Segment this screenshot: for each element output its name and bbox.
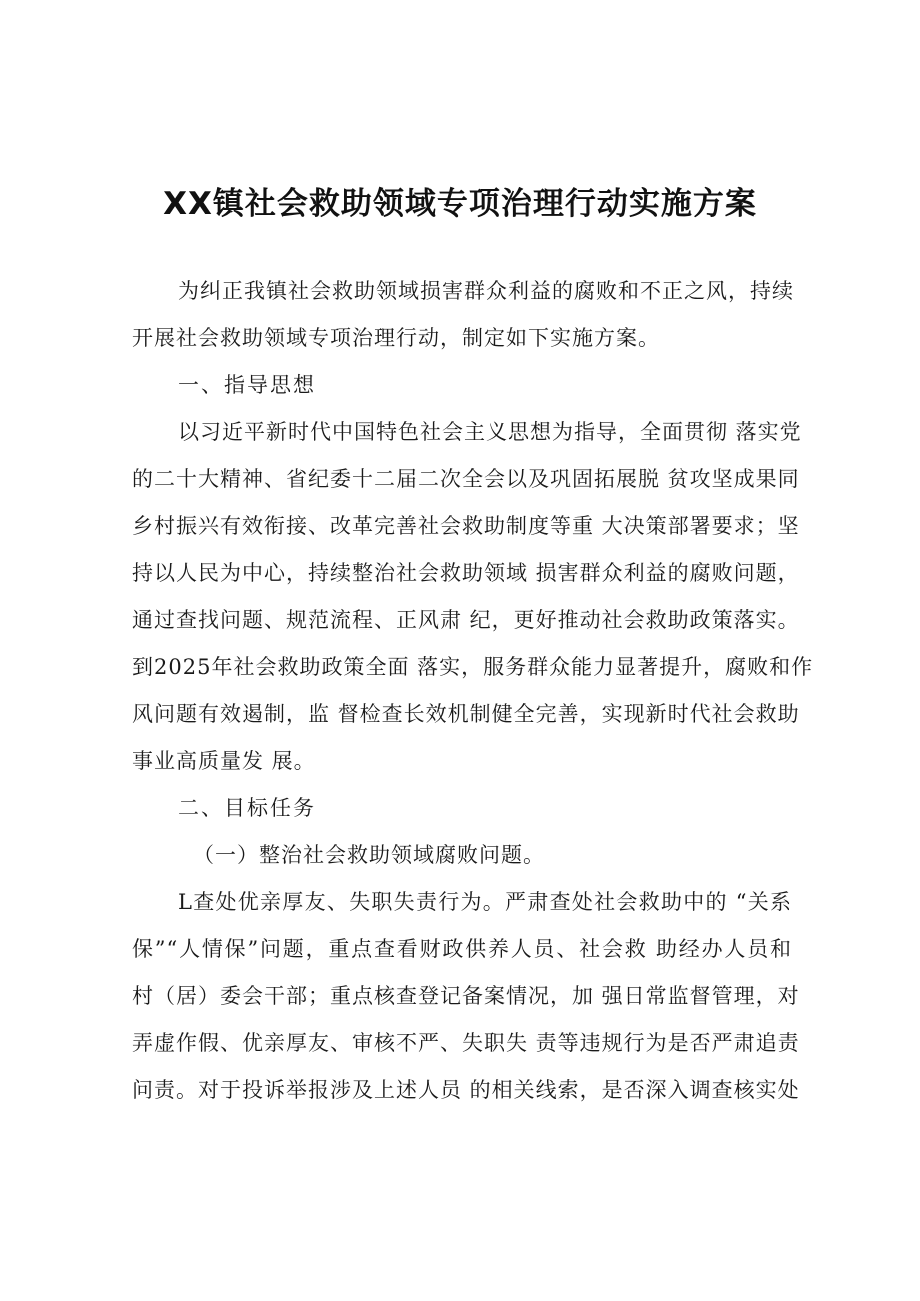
subsection-heading: （一）整治社会救助领域腐败问题。 xyxy=(193,843,545,867)
paragraph-line: 以习近平新时代中国特色社会主义思想为指导，全面贯彻 落实党 xyxy=(178,420,802,444)
paragraph-line: 乡村振兴有效衔接、改革完善社会救助制度等重 大决策部署要求；坚 xyxy=(132,514,800,538)
paragraph-line: 为纠正我镇社会救助领域损害群众利益的腐败和不正之风，持续 xyxy=(178,279,794,303)
section-heading: 二、目标任务 xyxy=(178,796,316,820)
paragraph-line: 风问题有效遏制，监 督检查长效机制健全完善，实现新时代社会救助 xyxy=(132,702,800,726)
paragraph-line: 持以人民为中心，持续整治社会救助领域 损害群众利益的腐败问题， xyxy=(132,561,800,585)
section-heading: 一、指导思想 xyxy=(178,373,316,397)
paragraph-line: 村（居）委会干部；重点核查登记备案情况，加 强日常监督管理，对 xyxy=(132,984,800,1008)
paragraph-line: 事业高质量发 展。 xyxy=(132,749,316,773)
paragraph-line: 通过查找问题、规范流程、正风肃 纪，更好推动社会救助政策落实。 xyxy=(132,608,800,632)
paragraph-line: 到2025年社会救助政策全面 落实，服务群众能力显著提升，腐败和作 xyxy=(132,655,814,679)
paragraph-line: 的二十大精神、省纪委十二届二次全会以及巩固拓展脱 贫攻坚成果同 xyxy=(132,467,800,491)
document-title: XX镇社会救助领域专项治理行动实施方案 xyxy=(163,186,757,222)
paragraph-line: L查处优亲厚友、失职失责行为。严肃查处社会救助中的 “关系 xyxy=(178,890,792,914)
paragraph-line: 开展社会救助领域专项治理行动，制定如下实施方案。 xyxy=(132,326,660,350)
paragraph-line: 保”“人情保”问题，重点查看财政供养人员、社会救 助经办人员和 xyxy=(132,937,792,961)
paragraph-line: 弄虚作假、优亲厚友、审核不严、失职失 责等违规行为是否严肃追责 xyxy=(132,1031,800,1055)
paragraph-line: 问责。对于投诉举报涉及上述人员 的相关线索，是否深入调查核实处 xyxy=(132,1078,800,1102)
